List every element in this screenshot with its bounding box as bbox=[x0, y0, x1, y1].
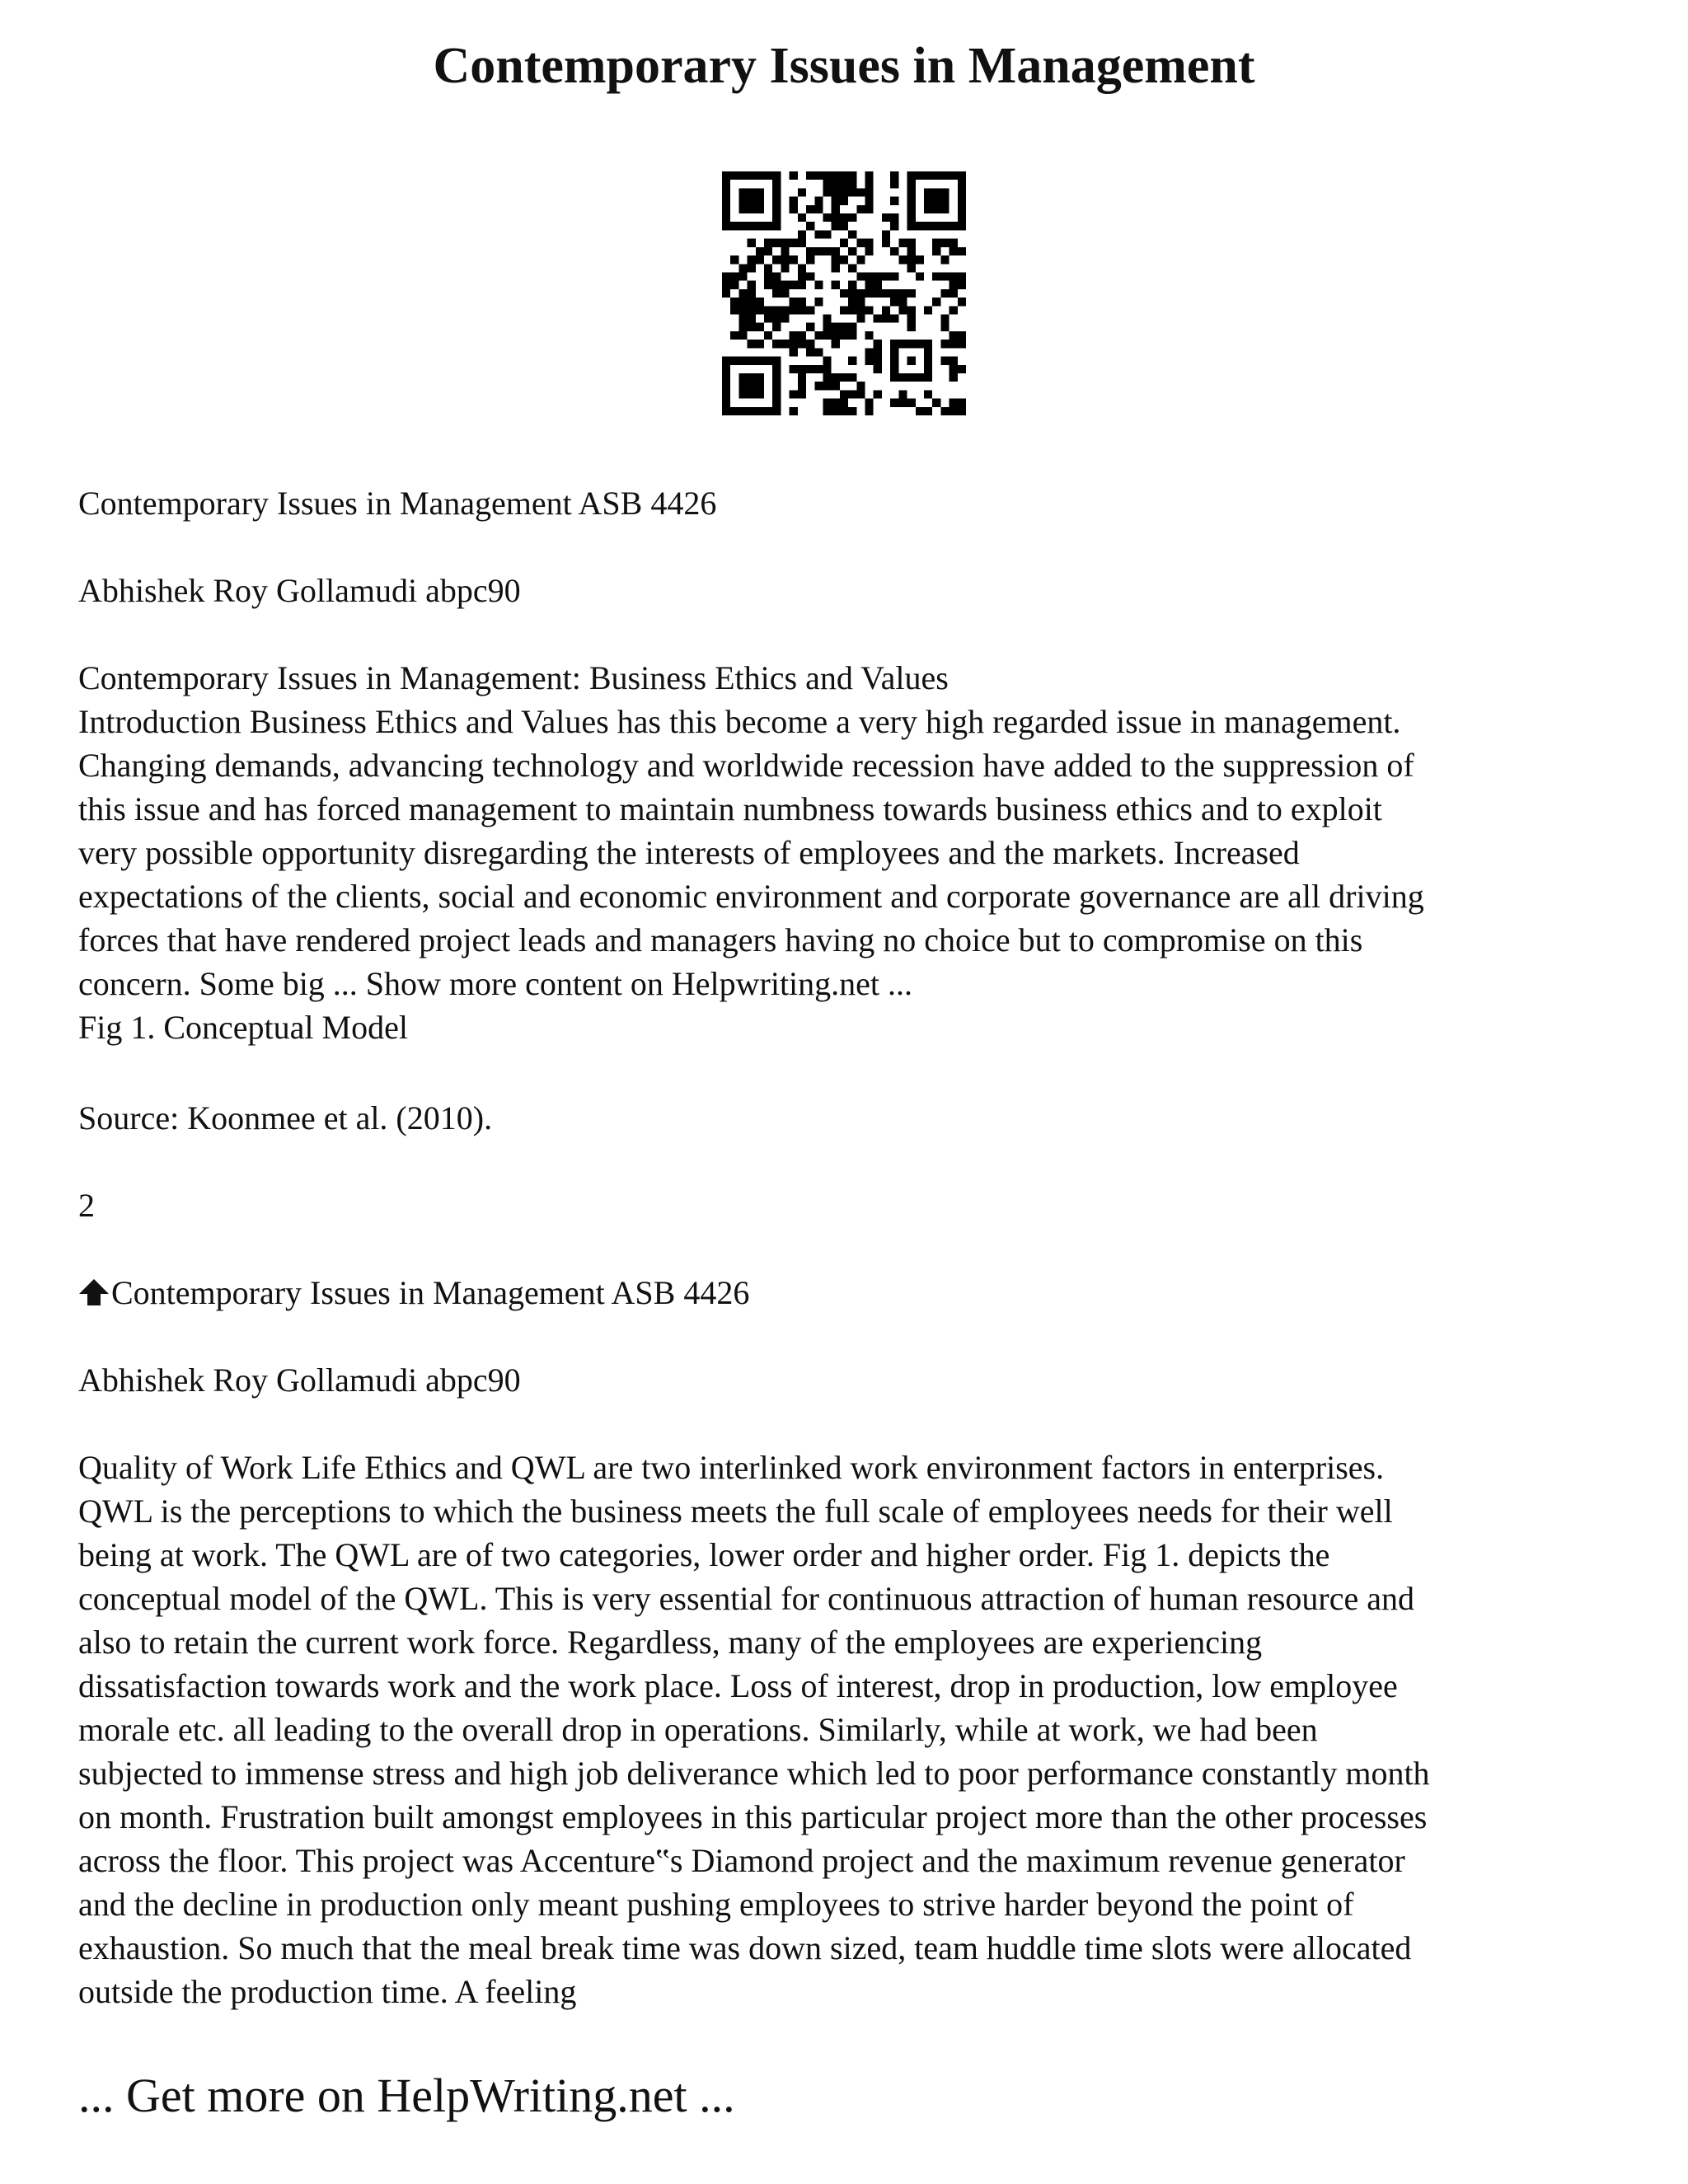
paragraph-line: this issue and has forced management to maintain numbness towards business ethics and to exploit bbox=[78, 790, 1382, 827]
paragraph-line: across the floor. This project was Accenture‟s Diamond project and the maximum revenue generator bbox=[78, 1842, 1405, 1879]
paragraph-line: and the decline in production only meant pushing employees to strive harder beyond the point of bbox=[78, 1886, 1354, 1923]
paragraph-line: forces that have rendered project leads and managers having no choice but to compromise on this bbox=[78, 921, 1363, 958]
paragraph-line: morale etc. all leading to the overall drop in operations. Similarly, while at work, we had been bbox=[78, 1711, 1318, 1748]
paragraph-line: Introduction Business Ethics and Values has this become a very high regarded issue in management. bbox=[78, 703, 1401, 740]
course-heading-2 bbox=[78, 1271, 1644, 1315]
paragraph-line: being at work. The QWL are of two categories, lower order and higher order. Fig 1. depicts the bbox=[78, 1536, 1330, 1573]
arrow-up-icon bbox=[78, 1273, 110, 1301]
author-line-2: Abhishek Roy Gollamudi abpc90 bbox=[78, 1361, 521, 1399]
source-citation: Source: Koonmee et al. (2010). bbox=[78, 1099, 493, 1137]
paragraph-line: Changing demands, advancing technology and worldwide recession have added to the suppression of bbox=[78, 747, 1414, 784]
qr-code-icon bbox=[722, 171, 966, 415]
paragraph-line: outside the production time. A feeling bbox=[78, 1973, 577, 2010]
course-heading-text: Contemporary Issues in Management ASB 4426 bbox=[111, 1274, 750, 1311]
document-title: Contemporary Issues in Management bbox=[433, 38, 1255, 94]
figure-caption: Fig 1. Conceptual Model bbox=[78, 1009, 408, 1046]
author-line: Abhishek Roy Gollamudi abpc90 bbox=[78, 572, 521, 609]
paragraph-line: expectations of the clients, social and economic environment and corporate governance are all driving bbox=[78, 878, 1424, 915]
paragraph-line: Quality of Work Life Ethics and QWL are two interlinked work environment factors in enterprises. bbox=[78, 1449, 1385, 1486]
course-heading: Contemporary Issues in Management ASB 4426 bbox=[78, 485, 717, 522]
paragraph-line: QWL is the perceptions to which the business meets the full scale of employees needs for their well bbox=[78, 1493, 1393, 1530]
paragraph-line: conceptual model of the QWL. This is very essential for continuous attraction of human resource and bbox=[78, 1580, 1414, 1617]
paragraph-line: very possible opportunity disregarding the interests of employees and the markets. Increased bbox=[78, 834, 1300, 871]
section-qwl bbox=[78, 1446, 1644, 2013]
paragraph-line: also to retain the current work force. Regardless, many of the employees are experiencing bbox=[78, 1624, 1263, 1661]
footer-link-text: ... Get more on HelpWriting.net ... bbox=[78, 2069, 735, 2122]
section-business-ethics bbox=[78, 656, 1644, 1049]
page-number: 2 bbox=[78, 1187, 95, 1224]
section-heading: Contemporary Issues in Management: Business Ethics and Values bbox=[78, 659, 949, 696]
paragraph-line: dissatisfaction towards work and the work place. Loss of interest, drop in production, low employee bbox=[78, 1667, 1398, 1704]
paragraph-line: concern. Some big ... Show more content on Helpwriting.net ... bbox=[78, 965, 913, 1002]
paragraph-line: on month. Frustration built amongst employees in this particular project more than the other processes bbox=[78, 1798, 1428, 1835]
paragraph-line: subjected to immense stress and high job deliverance which led to poor performance constantly month bbox=[78, 1755, 1430, 1792]
paragraph-line: exhaustion. So much that the meal break time was down sized, team huddle time slots were allocated bbox=[78, 1929, 1412, 1966]
